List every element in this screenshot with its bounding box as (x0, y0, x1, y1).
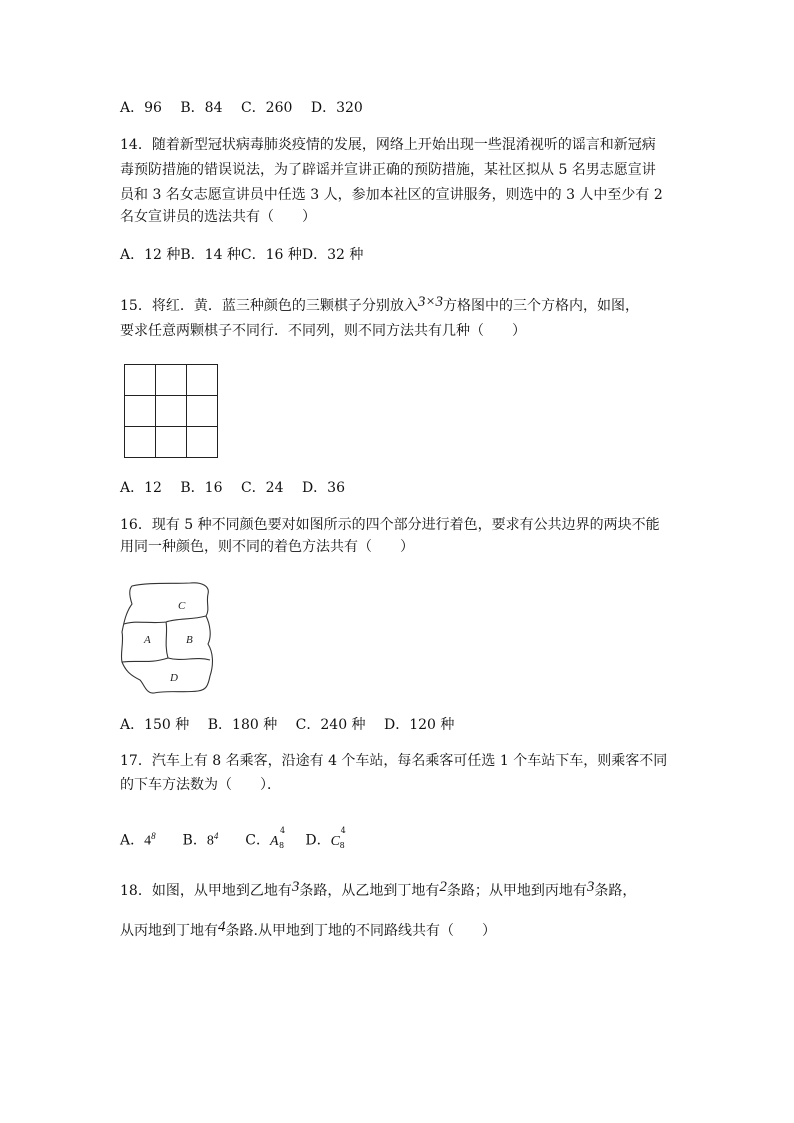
q16-map-figure (118, 580, 218, 699)
q17-option-d-label: D． (305, 832, 331, 849)
q16-option-d: D．120 种 (384, 717, 455, 733)
q15-text-line2: 要求任意两颗棋子不同行．不同列，则不同方法共有几种（ ） (120, 323, 526, 339)
grid-cell (187, 365, 218, 396)
q18-text-b: 条路，从乙地到丁地有 (299, 883, 440, 899)
q16-text-line1: 16．现有 5 种不同颜色要对如图所示的四个部分进行着色，要求有公共边界的两块不能 (120, 517, 660, 533)
grid-3x3 (124, 364, 218, 458)
q15-text-line1 (120, 292, 639, 316)
q13-option-b: B．84 (180, 100, 223, 116)
grid-cell (156, 427, 187, 458)
grid-cell (187, 427, 218, 458)
q16-option-a: A．150 种 (120, 717, 190, 733)
border-ab-d (122, 658, 210, 662)
q13-option-a: A．96 (120, 100, 162, 116)
grid-cell (125, 427, 156, 458)
region-label-a: A (144, 634, 151, 646)
grid-cell (125, 396, 156, 427)
q15-option-b: B．16 (180, 480, 223, 496)
q18-text-line1 (120, 877, 636, 901)
q14-text-line4: 名女宣讲员的选法共有（ ） (120, 209, 316, 225)
q17-option-b-base: 8 (206, 833, 214, 849)
q16-option-c: C．240 种 (295, 717, 366, 733)
q17-option-c-math (269, 825, 286, 852)
q17-option-c-low: 8 (278, 840, 285, 850)
q18-count-4: 4 (218, 919, 226, 935)
region-map-svg (118, 580, 218, 695)
region-label-b: B (186, 634, 193, 646)
q17-option-c-sym: A (269, 833, 279, 849)
q17-option-a-label: A． (120, 832, 145, 849)
grid-cell (156, 365, 187, 396)
q17-text-line2: 的下车方法数为（ ）． (120, 777, 281, 793)
border-c-ab (124, 616, 206, 624)
q17-option-d-up: 4 (340, 825, 346, 835)
q15-option-d: D．36 (301, 480, 345, 496)
q18-text-d: 条路， (594, 883, 637, 899)
map-outline (121, 583, 212, 693)
q17-option-d-math (330, 825, 346, 852)
q13-options (120, 98, 377, 118)
q16-options (120, 715, 468, 735)
q14-options: A．12 种B．14 种C．16 种D．32 种 (120, 247, 364, 263)
q13-option-c: C．260 (240, 100, 293, 116)
q18-count-1: 3 (291, 879, 300, 895)
region-label-c: C (178, 600, 186, 612)
q17-option-c-label: C． (245, 832, 270, 849)
q14-text-line3: 员和 3 名女志愿宣讲员中任选 3 人，参加本社区的宣讲服务，则选中的 3 人中至少有 2 (120, 187, 663, 203)
grid-cell (125, 365, 156, 396)
q17-option-a-exp: 8 (151, 831, 156, 841)
region-label-d: D (170, 672, 178, 684)
q18-text-f: 条路.从甲地到丁地的不同路线共有（ ） (225, 923, 496, 939)
grid-cell (156, 396, 187, 427)
q17-text-line1: 17．汽车上有 8 名乘客，沿途有 4 个车站，每名乘客可任选 1 个车站下车，则乘客不同 (120, 753, 668, 769)
border-a-b (166, 622, 168, 658)
q15-grid-figure (124, 364, 218, 458)
q14-text-line2: 毒预防措施的错误说法，为了辟谣并宣讲正确的预防措施，某社区拟从 5 名男志愿宣讲 (120, 162, 656, 178)
q14-text-line1: 14．随着新型冠状病毒肺炎疫情的发展，网络上开始出现一些混淆视听的谣言和新冠病 (120, 137, 656, 153)
q15-option-a: A．12 (120, 480, 162, 496)
q18-text-c: 条路；从甲地到丙地有 (446, 883, 587, 899)
q18-count-3: 3 (586, 879, 595, 895)
q17-option-d-low: 8 (339, 840, 345, 850)
q17-options (120, 825, 346, 852)
q17-option-d-sym: C (330, 833, 340, 849)
q15-option-c: C．24 (240, 480, 284, 496)
q18-text-e: 从丙地到丁地有 (120, 923, 218, 939)
q15-grid-size: 3×3 (417, 294, 443, 310)
q17-option-b-label: B． (182, 832, 207, 849)
q15-text-pre: 15．将红．黄．蓝三种颜色的三颗棋子分别放入 (120, 298, 418, 314)
q16-text-line2: 用同一种颜色，则不同的着色方法共有（ ） (120, 539, 414, 555)
q18-text-a: 18．如图，从甲地到乙地有 (120, 883, 292, 899)
q13-option-d: D．320 (310, 100, 363, 116)
q18-count-2: 2 (439, 879, 447, 895)
q17-option-b-exp: 4 (213, 831, 219, 841)
q17-option-c-up: 4 (279, 825, 286, 835)
grid-cell (187, 396, 218, 427)
q18-text-line2 (120, 917, 496, 941)
q17-option-a-base: 4 (144, 833, 152, 849)
q16-option-b: B．180 种 (207, 717, 278, 733)
q15-text-post: 方格图中的三个方格内，如图， (442, 298, 639, 314)
q15-options (120, 478, 359, 498)
